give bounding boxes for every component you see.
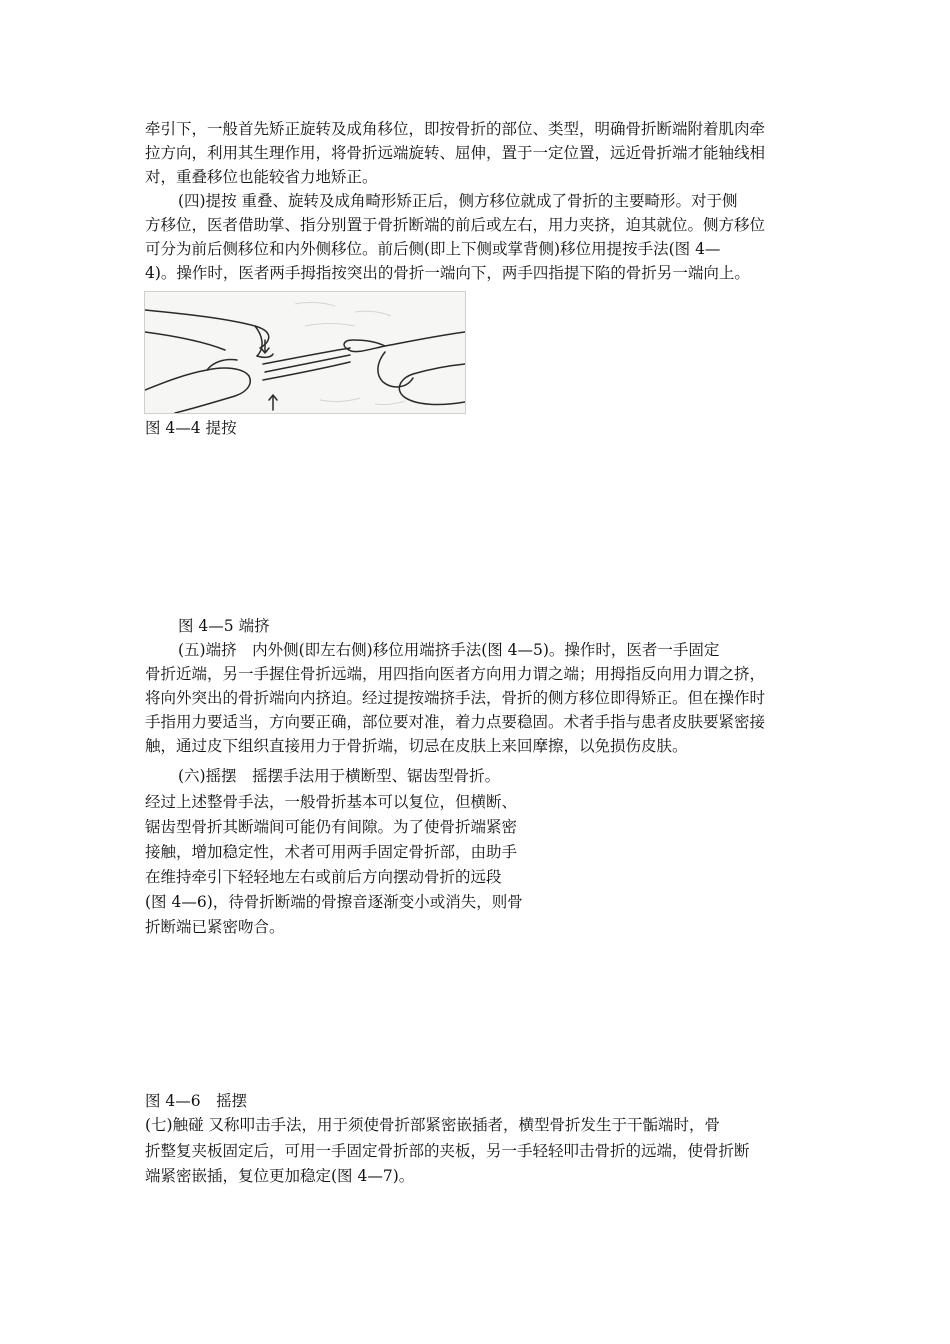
paragraph-tian-line-1: (四)提按 重叠、旋转及成角畸形矫正后，侧方移位就成了骨折的主要畸形。对于侧 (178, 192, 738, 210)
paragraph-duanji-line-1: (五)端挤 内外侧(即左右侧)移位用端挤手法(图 4—5)。操作时，医者一手固定 (178, 641, 720, 659)
paragraph-traction-line-2: 拉方向，利用其生理作用，将骨折远端旋转、屈伸，置于一定位置，远近骨折端才能轴线相 (145, 144, 766, 162)
paragraph-duanji-line-4: 手指用力要适当，方向要正确，部位要对准，着力点要稳固。术者手指与患者皮肤要紧密接 (145, 713, 766, 731)
figure-4-4-caption: 图 4—4 提按 (145, 419, 237, 437)
paragraph-yaobai-line-2: 经过上述整骨手法，一般骨折基本可以复位，但横断、 (145, 793, 518, 811)
paragraph-chupeng-line-3: 端紧密嵌插，复位更加稳定(图 4—7)。 (145, 1167, 415, 1185)
paragraph-traction-line-1: 牵引下，一般首先矫正旋转及成角移位，即按骨折的部位、类型，明确骨折断端附着肌肉牵 (145, 120, 766, 138)
paragraph-chupeng-line-1: (七)触碰 又称叩击手法，用于须使骨折部紧密嵌插者，横型骨折发生于干骺端时，骨 (145, 1116, 721, 1134)
figure-4-5-caption: 图 4—5 端挤 (178, 617, 270, 635)
paragraph-tian-line-2: 方移位，医者借助掌、指分别置于骨折断端的前后或左右，用力夹挤，迫其就位。侧方移位 (145, 216, 766, 234)
paragraph-duanji-line-3: 将向外突出的骨折端向内挤迫。经过提按端挤手法，骨折的侧方移位即得矫正。但在操作时 (145, 689, 766, 707)
paragraph-tian-line-4: 4)。操作时，医者两手拇指按突出的骨折一端向下，两手四指提下陷的骨折另一端向上。 (145, 264, 750, 282)
paragraph-yaobai-line-3: 锯齿型骨折其断端间可能仍有间隙。为了使骨折端紧密 (145, 818, 518, 836)
figure-4-6-caption: 图 4—6 摇摆 (145, 1092, 248, 1110)
paragraph-yaobai-line-6: (图 4—6)，待骨折断端的骨擦音逐渐变小或消失，则骨 (145, 893, 523, 911)
paragraph-yaobai-line-5: 在维持牵引下轻轻地左右或前后方向摆动骨折的远段 (145, 868, 502, 886)
paragraph-traction-line-3: 对，重叠移位也能较省力地矫正。 (145, 168, 378, 186)
paragraph-yaobai-line-1: (六)摇摆 摇摆手法用于横断型、锯齿型骨折。 (178, 767, 501, 785)
paragraph-tian-line-3: 可分为前后侧移位和内外侧移位。前后侧(即上下侧或掌背侧)移位用提按手法(图 4— (145, 240, 721, 258)
hands-pressing-illustration (145, 292, 465, 413)
paragraph-yaobai-line-4: 接触，增加稳定性，术者可用两手固定骨折部，由助手 (145, 843, 518, 861)
figure-4-4-image (144, 291, 466, 414)
paragraph-duanji-line-5: 触，通过皮下组织直接用力于骨折端，切忌在皮肤上来回摩擦，以免损伤皮肤。 (145, 737, 688, 755)
paragraph-yaobai-line-7: 折断端已紧密吻合。 (145, 918, 285, 936)
paragraph-chupeng-line-2: 折整复夹板固定后，可用一手固定骨折部的夹板，另一手轻轻叩击骨折的远端，使骨折断 (145, 1142, 750, 1160)
paragraph-duanji-line-2: 骨折近端，另一手握住骨折远端，用四指向医者方向用力谓之端；用拇指反向用力谓之挤， (145, 665, 766, 683)
